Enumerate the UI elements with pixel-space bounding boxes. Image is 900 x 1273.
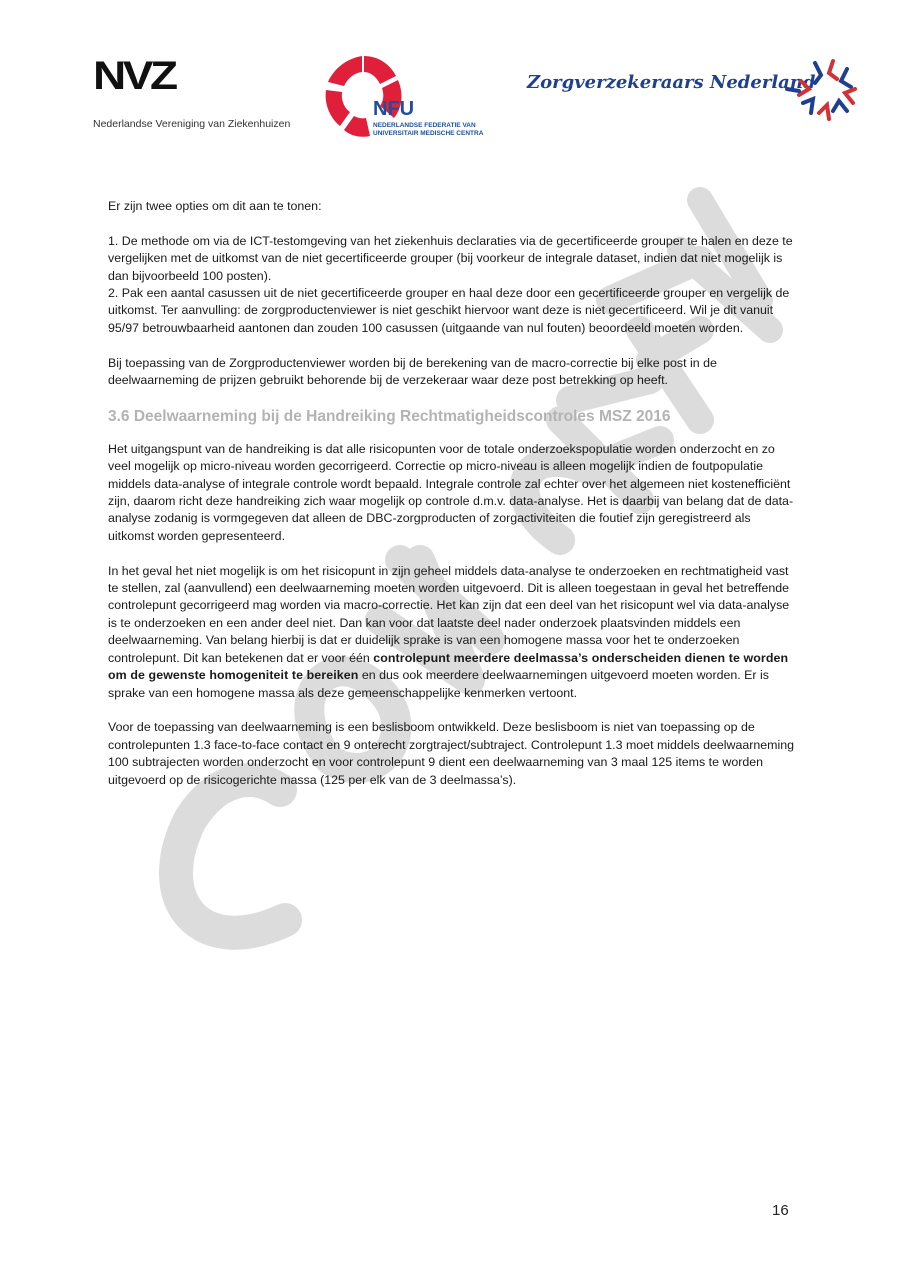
page-number: 16 bbox=[772, 1202, 789, 1219]
section-heading: 3.6 Deelwaarneming bij de Handreiking Rechtmatigheidscontroles MSZ 2016 bbox=[108, 407, 671, 425]
zn-figures-icon bbox=[785, 55, 867, 125]
nvz-logo: NVZ bbox=[93, 54, 175, 98]
page-header bbox=[0, 0, 900, 150]
uitgangspunt-paragraph: Het uitgangspunt van de handreiking is dat alle risicopunten voor de totale onderzoekspopulatie worden onderzocht en zo veel mogelijk op micro-niveau worden gecorrigeerd. Correctie op micro-niveau is alleen mogelijk indien de foutpopulatie middels data-analyse of integrale controle wordt bepaald. Integrale controle zal echter over het algemeen niet kostenefficiënt zijn, daarom richt deze handreiking zich waar mogelijk op controle d.m.v. data-analyse. Het is daarbij van belang dat de data-analyse zodanig is vormgegeven dat alleen de DBC-zorgproducten of zorgactiviteiten die foutief zijn geregistreerd als uitkomst worden gepresenteerd. bbox=[108, 441, 794, 543]
beslisboom-paragraph: Voor de toepassing van deelwaarneming is een beslisboom ontwikkeld. Deze beslisboom is niet van toepassing op de controlepunten 1.3 face-to-face contact en 9 onterecht zorgtraject/subtraject. Controlepunt 1.3 moet middels deelwaarneming 100 subtrajecten worden onderzocht en voor controlepunt 9 dient een deelwaarneming van 3 maal 125 items te worden uitgevoerd op de risicogerichte massa (125 per elk van de 3 deelmassa’s). bbox=[108, 720, 795, 787]
nfu-subtitle-line2: UNIVERSITAIR MEDISCHE CENTRA bbox=[373, 130, 484, 137]
geval-text-2: en dus ook meerdere deelwaarnemingen uitgevoerd moeten worden. Er is sprake van een homogene massa als deze gemeenschappelijke kenmerken vertoont. bbox=[108, 668, 769, 700]
nfu-subtitle bbox=[373, 122, 483, 138]
nvz-subtitle: Nederlandse Vereniging van Ziekenhuizen bbox=[93, 118, 291, 130]
zn-name: Zorgverzekeraars Nederland bbox=[527, 72, 816, 93]
geval-paragraph bbox=[108, 563, 798, 702]
geval-bold-text: controlepunt meerdere deelmassa’s onderscheiden dienen te worden om de gewenste homogeniteit te bereiken bbox=[108, 650, 789, 683]
nfu-name: NFU bbox=[373, 98, 415, 120]
viewer-paragraph: Bij toepassing van de Zorgproductenviewer worden bij de berekening van de macro-correctie bij elke post in de deelwaarneming de prijzen gebruikt behorende bij de verzekeraar waar deze post betrekking op heeft. bbox=[108, 355, 717, 388]
option-1: 1. De methode om via de ICT-testomgeving van het ziekenhuis declaraties via de gecertificeerde grouper te halen en deze te vergelijken met de uitkomst van de niet gecertificeerde grouper (bij voorkeur de integrale dataset, indien dat niet mogelijk is dan bijvoorbeeld 100 posten). bbox=[108, 233, 793, 283]
option-2: 2. Pak een aantal casussen uit de niet gecertificeerde grouper en haal deze door een gecertificeerde grouper en vergelijk de uitkomst. Ter aanvulling: de zorgproductenviewer is niet geschikt hiervoor want deze is niet gecertificeerd. Wil je dit vanuit 95/97 betrouwbaarheid aantonen dan zouden 100 casussen (uitgaande van nul fouten) beoordeeld moeten worden. bbox=[108, 286, 790, 335]
geval-text-1: In het geval het niet mogelijk is om het risicopunt in zijn geheel middels data-analyse te onderzoeken en rechtmatigheid vast te stellen, zal (aanvullend) een deelwaarneming moeten worden uitgevoerd. Dit is alleen toegestaan in geval het betreffende controlepunt gecorrigeerd mag worden via macro-correctie. Het kan zijn dat een deel van het risicopunt wel via data-analyse is te onderzoeken en een ander deel niet. Dan kan voor dat laatste deel nader onderzoek plaatsvinden middels een deelwaarneming. Van belang hierbij is dat er duidelijk sprake is van een homogene massa voor het te onderzoeken controlepunt. Dit kan betekenen dat er voor één bbox=[108, 563, 790, 665]
intro-paragraph: Er zijn twee opties om dit aan te tonen: bbox=[108, 199, 322, 213]
document-body bbox=[108, 198, 798, 806]
zn-logo-block bbox=[527, 55, 872, 125]
nvz-logo-block bbox=[93, 54, 291, 130]
nfu-logo-block bbox=[318, 50, 518, 142]
nfu-subtitle-line1: NEDERLANDSE FEDERATIE VAN bbox=[373, 122, 476, 129]
